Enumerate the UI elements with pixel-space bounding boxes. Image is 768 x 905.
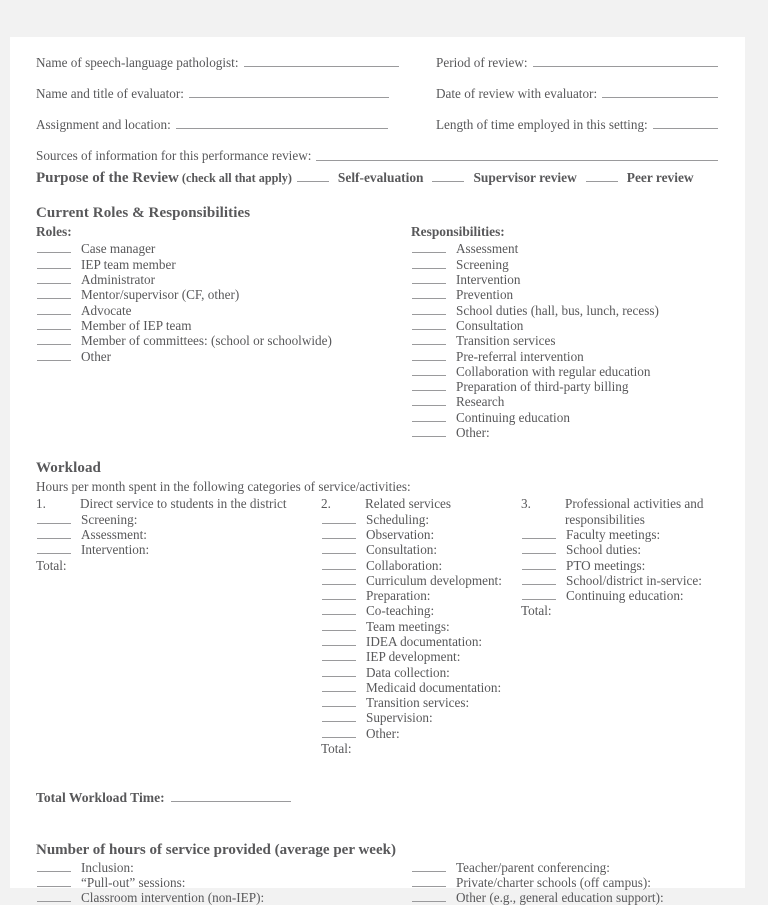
workload-column-header	[36, 496, 321, 511]
list-item-label: PTO meetings:	[566, 557, 646, 573]
list-item	[321, 649, 521, 664]
list-item	[411, 890, 719, 905]
purpose-option-supervisor-review: Supervisor review	[473, 170, 577, 186]
workload-heading: Workload	[36, 460, 101, 477]
list-item	[521, 558, 719, 573]
list-item-label: Advocate	[81, 302, 132, 318]
list-item-label: Other:	[456, 425, 490, 441]
list-item	[321, 588, 521, 603]
responsibility-checkbox-blank[interactable]	[412, 364, 446, 376]
list-item-label: Data collection:	[366, 664, 450, 680]
list-item	[411, 860, 719, 875]
list-item-label: Prevention	[456, 287, 514, 303]
purpose-checkbox-blank[interactable]	[432, 170, 464, 183]
list-item-label: School/district in-service:	[566, 572, 702, 588]
field-assignment-location	[36, 118, 436, 133]
workload-blank[interactable]	[522, 558, 556, 570]
list-item-label: Observation:	[366, 526, 435, 542]
list-item-label: Preparation:	[366, 588, 431, 604]
list-item	[36, 349, 411, 364]
workload-blank[interactable]	[322, 604, 356, 616]
list-item	[411, 272, 719, 287]
list-item	[36, 303, 411, 318]
document-page	[10, 37, 745, 905]
list-item-label: Teacher/parent conferencing:	[456, 859, 610, 875]
roles-column	[36, 224, 411, 440]
responsibilities-list	[411, 241, 719, 440]
total-workload-time-blank[interactable]	[171, 789, 291, 801]
list-item	[411, 241, 719, 256]
role-checkbox-blank[interactable]	[37, 242, 71, 254]
field-label: Assignment and location:	[36, 117, 171, 133]
role-checkbox-blank[interactable]	[37, 257, 71, 269]
workload-blank[interactable]	[322, 573, 356, 585]
field-blank[interactable]	[244, 55, 399, 67]
list-item-label: Other	[81, 348, 112, 364]
list-item-label: Supervision:	[366, 710, 433, 726]
field-name-of-slp	[36, 55, 436, 70]
list-item	[36, 287, 411, 302]
workload-blank[interactable]	[322, 665, 356, 677]
workload-total-label: Total:	[521, 603, 552, 619]
field-blank[interactable]	[316, 149, 718, 161]
responsibility-checkbox-blank[interactable]	[412, 395, 446, 407]
total-workload-time-label: Total Workload Time:	[36, 789, 165, 805]
workload-blank[interactable]	[322, 695, 356, 707]
purpose-checkbox-blank[interactable]	[297, 170, 329, 183]
list-item-label: Other:	[366, 725, 400, 741]
field-blank[interactable]	[533, 55, 718, 67]
total-workload-time-field	[36, 789, 719, 805]
header-field-row	[36, 86, 719, 101]
list-item	[411, 875, 719, 890]
hours-blank[interactable]	[37, 875, 71, 887]
list-item	[321, 603, 521, 618]
workload-column-3	[521, 496, 719, 756]
roles-label: Roles:	[36, 224, 72, 240]
list-item	[321, 665, 521, 680]
list-item-label: Screening:	[81, 511, 138, 527]
list-item-label: Other (e.g., general education support):	[456, 890, 664, 905]
list-item-label: Collaboration with regular education	[456, 363, 651, 379]
list-item	[321, 573, 521, 588]
responsibilities-label: Responsibilities:	[411, 224, 505, 240]
purpose-instruction: (check all that apply)	[181, 171, 292, 186]
purpose-option-peer-review: Peer review	[626, 170, 694, 186]
role-checkbox-blank[interactable]	[37, 288, 71, 300]
field-period-of-review	[436, 55, 719, 70]
list-item	[411, 349, 719, 364]
list-item	[521, 527, 719, 542]
responsibility-checkbox-blank[interactable]	[412, 410, 446, 422]
list-item-label: Research	[456, 394, 505, 410]
workload-intro: Hours per month spent in the following categories of service/activities:	[36, 479, 411, 495]
field-name-title-evaluator	[36, 86, 436, 101]
list-item-label: Mentor/supervisor (CF, other)	[81, 287, 240, 303]
hours-blank[interactable]	[412, 875, 446, 887]
workload-blank[interactable]	[322, 711, 356, 723]
field-label: Date of review with evaluator:	[436, 86, 598, 102]
responsibilities-column	[411, 224, 719, 440]
list-item-label: Transition services:	[366, 695, 470, 711]
responsibility-checkbox-blank[interactable]	[412, 272, 446, 284]
list-item-label: Preparation of third-party billing	[456, 379, 629, 395]
workload-blank[interactable]	[37, 512, 71, 524]
workload-blank[interactable]	[322, 558, 356, 570]
list-item-label: IEP development:	[366, 649, 461, 665]
list-item	[521, 573, 719, 588]
hours-of-service-section	[36, 842, 719, 905]
workload-blank[interactable]	[522, 527, 556, 539]
hours-blank[interactable]	[37, 890, 71, 902]
responsibility-checkbox-blank[interactable]	[412, 303, 446, 315]
workload-total-label: Total:	[36, 557, 67, 573]
list-item-label: IEP team member	[81, 256, 176, 272]
responsibility-checkbox-blank[interactable]	[412, 318, 446, 330]
field-label: Length of time employed in this setting:	[436, 117, 648, 133]
list-item	[411, 287, 719, 302]
field-blank[interactable]	[602, 86, 718, 98]
workload-blank[interactable]	[522, 573, 556, 585]
list-item-label: Consultation	[456, 317, 524, 333]
field-date-of-review	[436, 86, 719, 101]
hours-of-service-columns	[36, 860, 719, 905]
hours-left-list	[36, 860, 411, 905]
list-item	[36, 272, 411, 287]
workload-column-header	[321, 496, 521, 511]
list-item	[321, 558, 521, 573]
list-item-label: Faculty meetings:	[566, 526, 661, 542]
list-item	[36, 512, 321, 527]
workload-section	[36, 460, 719, 756]
role-checkbox-blank[interactable]	[37, 349, 71, 361]
workload-column-2	[321, 496, 521, 756]
workload-blank[interactable]	[322, 588, 356, 600]
list-item	[36, 860, 411, 875]
list-item	[411, 394, 719, 409]
field-blank[interactable]	[176, 118, 388, 130]
workload-blank[interactable]	[522, 588, 556, 600]
list-item	[411, 303, 719, 318]
responsibility-checkbox-blank[interactable]	[412, 288, 446, 300]
list-item-label: Intervention:	[81, 542, 150, 558]
list-item-label: Case manager	[81, 241, 156, 257]
roles-list	[36, 241, 411, 363]
list-item	[36, 527, 321, 542]
hours-blank[interactable]	[412, 860, 446, 872]
workload-blank[interactable]	[322, 527, 356, 539]
workload-blank[interactable]	[37, 542, 71, 554]
list-item-label: Curriculum development:	[366, 572, 502, 588]
field-label: Name of speech-language pathologist:	[36, 54, 239, 70]
list-item	[411, 257, 719, 272]
field-blank[interactable]	[189, 86, 389, 98]
workload-blank[interactable]	[322, 680, 356, 692]
workload-column-header	[521, 496, 719, 527]
list-item	[36, 257, 411, 272]
responsibility-checkbox-blank[interactable]	[412, 242, 446, 254]
hours-left-column	[36, 860, 411, 905]
list-item	[321, 527, 521, 542]
list-item	[321, 710, 521, 725]
list-item-label: Classroom intervention (non-IEP):	[81, 890, 265, 905]
list-item	[321, 542, 521, 557]
responsibility-checkbox-blank[interactable]	[412, 333, 446, 345]
list-item	[321, 695, 521, 710]
hours-blank[interactable]	[412, 890, 446, 902]
roles-section-heading: Current Roles & Responsibilities	[36, 205, 251, 222]
workload-blank[interactable]	[322, 512, 356, 524]
list-item	[521, 588, 719, 603]
hours-right-column	[411, 860, 719, 905]
list-item-label: School duties (hall, bus, lunch, recess)	[456, 302, 659, 318]
list-item-label: Continuing education:	[566, 588, 684, 604]
list-item-label: Continuing education	[456, 409, 570, 425]
role-checkbox-blank[interactable]	[37, 272, 71, 284]
column-title: Direct service to students in the district	[80, 496, 287, 512]
workload-column-1	[36, 496, 321, 756]
list-item	[411, 318, 719, 333]
role-checkbox-blank[interactable]	[37, 333, 71, 345]
list-item-label: Member of committees: (school or schoolwide)	[81, 333, 332, 349]
purpose-heading: Purpose of the Review	[36, 170, 179, 187]
list-item-label: Assessment	[456, 241, 519, 257]
list-item	[411, 379, 719, 394]
list-item	[321, 680, 521, 695]
list-item	[36, 542, 321, 557]
list-item-label: Team meetings:	[366, 618, 450, 634]
list-item-label: IDEA documentation:	[366, 634, 483, 649]
roles-responsibilities-columns	[36, 224, 719, 440]
responsibility-checkbox-blank[interactable]	[412, 257, 446, 269]
list-item	[36, 333, 411, 348]
list-item-label: Member of IEP team	[81, 317, 192, 333]
workload-blank[interactable]	[322, 726, 356, 738]
workload-blank[interactable]	[322, 542, 356, 554]
list-item-label: Consultation:	[366, 542, 438, 558]
purpose-checkbox-blank[interactable]	[586, 170, 618, 183]
list-item	[321, 512, 521, 527]
workload-blank[interactable]	[522, 542, 556, 554]
list-item	[36, 890, 411, 905]
list-item-label: “Pull-out” sessions:	[81, 874, 186, 890]
purpose-of-review-row	[36, 170, 719, 188]
hours-blank[interactable]	[37, 860, 71, 872]
field-label: Sources of information for this performance review:	[36, 147, 312, 163]
workload-item-list	[521, 527, 719, 603]
list-item-label: Intervention	[456, 272, 521, 288]
workload-item-list	[36, 512, 321, 558]
field-sources-of-information	[36, 149, 719, 164]
field-label: Name and title of evaluator:	[36, 86, 184, 102]
list-item-label: School duties:	[566, 542, 642, 558]
header-field-row	[36, 118, 719, 133]
column-number: 1.	[36, 496, 46, 512]
column-title: Related services	[365, 496, 452, 512]
workload-blank[interactable]	[322, 649, 356, 661]
workload-blank[interactable]	[322, 619, 356, 631]
list-item-label: Private/charter schools (off campus):	[456, 874, 651, 890]
role-checkbox-blank[interactable]	[37, 303, 71, 315]
list-item	[411, 425, 719, 440]
list-item	[411, 410, 719, 425]
workload-blank[interactable]	[322, 634, 356, 646]
purpose-option-self-evaluation: Self-evaluation	[337, 170, 424, 186]
list-item-label: Inclusion:	[81, 859, 134, 875]
list-item	[36, 241, 411, 256]
field-blank[interactable]	[653, 118, 718, 130]
workload-total-label: Total:	[321, 741, 352, 757]
hours-of-service-heading: Number of hours of service provided (average per week)	[36, 841, 396, 858]
hours-right-list	[411, 860, 719, 905]
list-item-label: Screening	[456, 256, 509, 272]
field-label: Period of review:	[436, 54, 528, 70]
list-item-label: Scheduling:	[366, 511, 430, 527]
list-item-label: Transition services	[456, 333, 556, 349]
responsibility-checkbox-blank[interactable]	[412, 379, 446, 391]
responsibility-checkbox-blank[interactable]	[412, 349, 446, 361]
responsibility-checkbox-blank[interactable]	[412, 425, 446, 437]
workload-columns	[36, 496, 719, 756]
field-length-of-time-employed	[436, 118, 719, 133]
role-checkbox-blank[interactable]	[37, 318, 71, 330]
workload-blank[interactable]	[37, 527, 71, 539]
list-item	[321, 726, 521, 741]
column-number: 2.	[321, 496, 331, 512]
list-item	[36, 318, 411, 333]
list-item-label: Co-teaching:	[366, 603, 435, 619]
list-item	[36, 875, 411, 890]
column-number: 3.	[521, 496, 531, 512]
column-title: Professional activities and responsibilities	[565, 496, 704, 527]
workload-item-list	[321, 512, 521, 741]
list-item	[321, 634, 521, 649]
list-item	[411, 364, 719, 379]
list-item-label: Assessment:	[81, 526, 147, 542]
list-item-label: Pre-referral intervention	[456, 348, 584, 364]
list-item	[411, 333, 719, 348]
list-item-label: Administrator	[81, 272, 155, 288]
header-field-row	[36, 55, 719, 70]
list-item-label: Collaboration:	[366, 557, 443, 573]
list-item	[521, 542, 719, 557]
list-item-label: Medicaid documentation:	[366, 679, 502, 695]
list-item	[321, 619, 521, 634]
